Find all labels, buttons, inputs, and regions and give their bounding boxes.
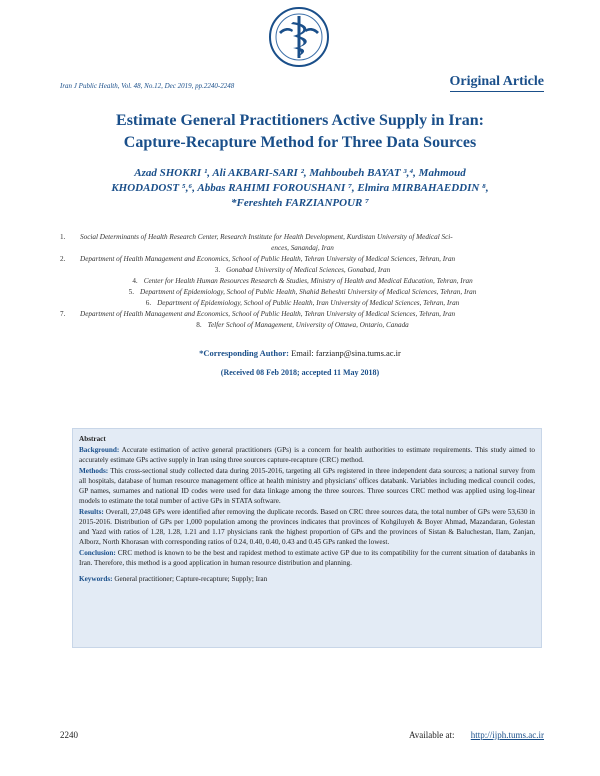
affiliation-item: 6. Department of Epidemiology, School of Public Health, Iran University of Medical Sciences, Tehran, Iran — [145, 299, 460, 307]
affiliation-item: 8. Telfer School of Management, University of Ottawa, Ontario, Canada — [196, 321, 409, 329]
affiliation-item: ences, Sanandaj, Iran — [271, 244, 334, 252]
affiliation-item: 1. Social Determinants of Health Research Center, Research Institute for Health Development, Kurdistan University of Medical Sci- — [60, 233, 453, 241]
abstract-background: Background: Accurate estimation of active general practitioners (GPs) is a concern for health authorities to estimate requirements. This study aimed to accurately estimate GPs active supply in Iran using three sources capture-recapture (CRC) method. — [79, 446, 535, 464]
journal-url-link[interactable]: http://ijph.tums.ac.ir — [470, 730, 544, 740]
corresponding-author — [60, 348, 540, 358]
author-list — [60, 166, 540, 211]
article-title — [60, 110, 540, 154]
affiliations — [60, 232, 545, 331]
page-number: 2240 — [60, 730, 78, 740]
abstract-box — [72, 428, 542, 648]
authors-line-2: KHODADOST ⁵,⁶, Abbas RAHIMI FOROUSHANI ⁷, Elmira MIRBAHAEDDIN ⁸, — [111, 182, 489, 194]
corresponding-email[interactable]: Email: farzianp@sina.tums.ac.ir — [291, 348, 401, 358]
available-label: Available at: — [408, 730, 455, 740]
affiliation-item: 5. Department of Epidemiology, School of Public Health, Shahid Beheshti University of Medical Sciences, Tehran, Iran — [128, 288, 477, 296]
received-dates: (Received 08 Feb 2018; accepted 11 May 2018) — [220, 368, 380, 377]
article-type-label: Original Article — [450, 74, 544, 92]
corresponding-author-label: *Corresponding Author: — [199, 348, 289, 358]
abstract-keywords: Keywords: General practitioner; Capture-recapture; Supply; Iran — [79, 575, 268, 583]
affiliation-item: 3. Gonabad University of Medical Sciences, Gonabad, Iran — [214, 266, 391, 274]
affiliation-item: 7. Department of Health Management and Economics, School of Public Health, Tehran University of Medical Sciences, Tehran, Iran — [60, 310, 456, 318]
journal-logo-icon — [263, 6, 335, 68]
authors-line-1: Azad SHOKRI ¹, Ali AKBARI-SARI ², Mahboubeh BAYAT ³,⁴, Mahmoud — [134, 167, 466, 179]
abstract-methods: Methods: This cross-sectional study collected data during 2015-2016, targeting all GPs registered in three independent data sources; a national survey from all hospitals, database of human resource management office at health ministry and physicians' offices databank. Variables including medical council codes, GP names, surnames and national ID codes were used for data linkage among the three sources. Three sources CRC method was applied using log-linear models to estimate the total number of active GPs in STATA software. — [79, 467, 536, 505]
authors-line-3: *Fereshteh FARZIANPOUR ⁷ — [231, 197, 369, 209]
availability — [409, 730, 544, 740]
journal-reference: Iran J Public Health, Vol. 48, No.12, Dec 2019, pp.2240-2248 — [60, 82, 235, 90]
abstract-heading: Abstract — [79, 435, 106, 443]
title-line-2: Capture-Recapture Method for Three Data Sources — [123, 134, 477, 151]
abstract-results: Results: Overall, 27,048 GPs were identified after removing the duplicate records. Based on CRC three sources data, the total number of GPs were 53,630 in 2015-2016. Distribution of GPs per 1,000 population among the provinces indicates that provinces of Kohgiluyeh & Boyer Ahmad, Mazandaran, Golestan and Yazd with ratios of 1.28, 1.28, 1.21 and 1.17 physicians rank the highest proportion of GPs and the provinces of Sistan & Baluchestan, Ilam, Zanjan, Alborz, North Khorasan with corresponding ratios of 0.24, 0.40, 0.40, 0.43 and 0.45 GPs ranked the lowest. — [79, 508, 536, 546]
affiliation-item: 2. Department of Health Management and Economics, School of Public Health, Tehran University of Medical Sciences, Tehran, Iran — [60, 255, 456, 263]
affiliation-item: 4. Center for Health Human Resources Research & Studies, Ministry of Health and Medical Education, Tehran, Iran — [132, 277, 473, 285]
title-line-1: Estimate General Practitioners Active Supply in Iran: — [116, 112, 484, 129]
abstract-conclusion: Conclusion: CRC method is known to be the best and rapidest method to estimate active GP due to its compatibility for the current situation of databanks in Iran. Therefore, this method is a good application in human resource distribution and planning. — [79, 549, 536, 567]
